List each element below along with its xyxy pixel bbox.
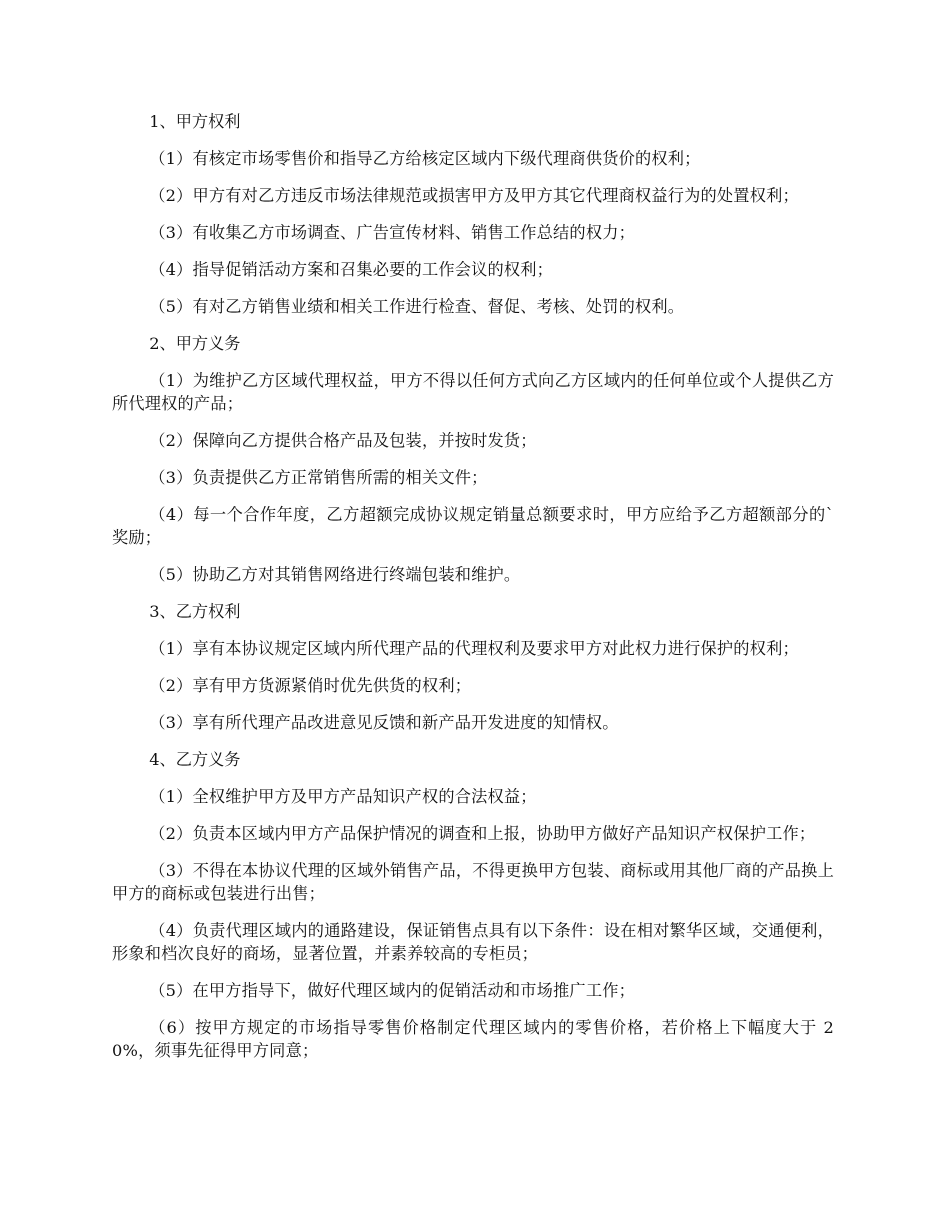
clause-paragraph: （3）不得在本协议代理的区域外销售产品，不得更换甲方包装、商标或用其他厂商的产品换上甲方的商标或包装进行出售； — [112, 861, 834, 903]
section-heading: 3、乙方权利 — [149, 602, 241, 621]
clause-paragraph: （1）享有本协议规定区域内所代理产品的代理权利及要求甲方对此权力进行保护的权利； — [149, 639, 799, 658]
section-heading: 1、甲方权利 — [149, 112, 241, 131]
document-page — [112, 110, 834, 1062]
clause-paragraph: （4）每一个合作年度，乙方超额完成协议规定销量总额要求时，甲方应给予乙方超额部分的`奖励； — [112, 505, 834, 547]
clause-paragraph: （5）协助乙方对其销售网络进行终端包装和维护。 — [149, 565, 521, 584]
clause-paragraph: （4）指导促销活动方案和召集必要的工作会议的权利； — [149, 260, 554, 279]
clause-paragraph: （1）有核定市场零售价和指导乙方给核定区域内下级代理商供货价的权利； — [149, 149, 701, 168]
clause-paragraph: （2）享有甲方货源紧俏时优先供货的权利； — [149, 676, 472, 695]
section-heading: 4、乙方义务 — [149, 750, 241, 769]
clause-paragraph: （5）在甲方指导下，做好代理区域内的促销活动和市场推广工作； — [149, 981, 635, 1000]
clause-paragraph: （2）甲方有对乙方违反市场法律规范或损害甲方及甲方其它代理商权益行为的处置权利； — [149, 186, 799, 205]
clause-paragraph: （1）为维护乙方区域代理权益，甲方不得以任何方式向乙方区域内的任何单位或个人提供乙方所代理权的产品； — [112, 371, 834, 413]
clause-paragraph: （2）负责本区域内甲方产品保护情况的调查和上报，协助甲方做好产品知识产权保护工作； — [149, 824, 816, 843]
clause-paragraph: （3）享有所代理产品改进意见反馈和新产品开发进度的知情权。 — [149, 713, 619, 732]
clause-paragraph: （1）全权维护甲方及甲方产品知识产权的合法权益； — [149, 787, 537, 806]
clause-paragraph: （6）按甲方规定的市场指导零售价格制定代理区域内的零售价格，若价格上下幅度大于 20%，须事先征得甲方同意； — [112, 1018, 834, 1060]
section-heading: 2、甲方义务 — [149, 334, 241, 353]
clause-paragraph: （3）有收集乙方市场调查、广告宣传材料、销售工作总结的权力； — [149, 223, 635, 242]
clause-paragraph: （4）负责代理区域内的通路建设，保证销售点具有以下条件：设在相对繁华区域，交通便利，形象和档次良好的商场，显著位置，并素养较高的专柜员； — [112, 921, 834, 963]
clause-paragraph: （3）负责提供乙方正常销售所需的相关文件； — [149, 468, 488, 487]
clause-paragraph: （2）保障向乙方提供合格产品及包装，并按时发货； — [149, 431, 537, 450]
clause-paragraph: （5）有对乙方销售业绩和相关工作进行检查、督促、考核、处罚的权利。 — [149, 297, 685, 316]
